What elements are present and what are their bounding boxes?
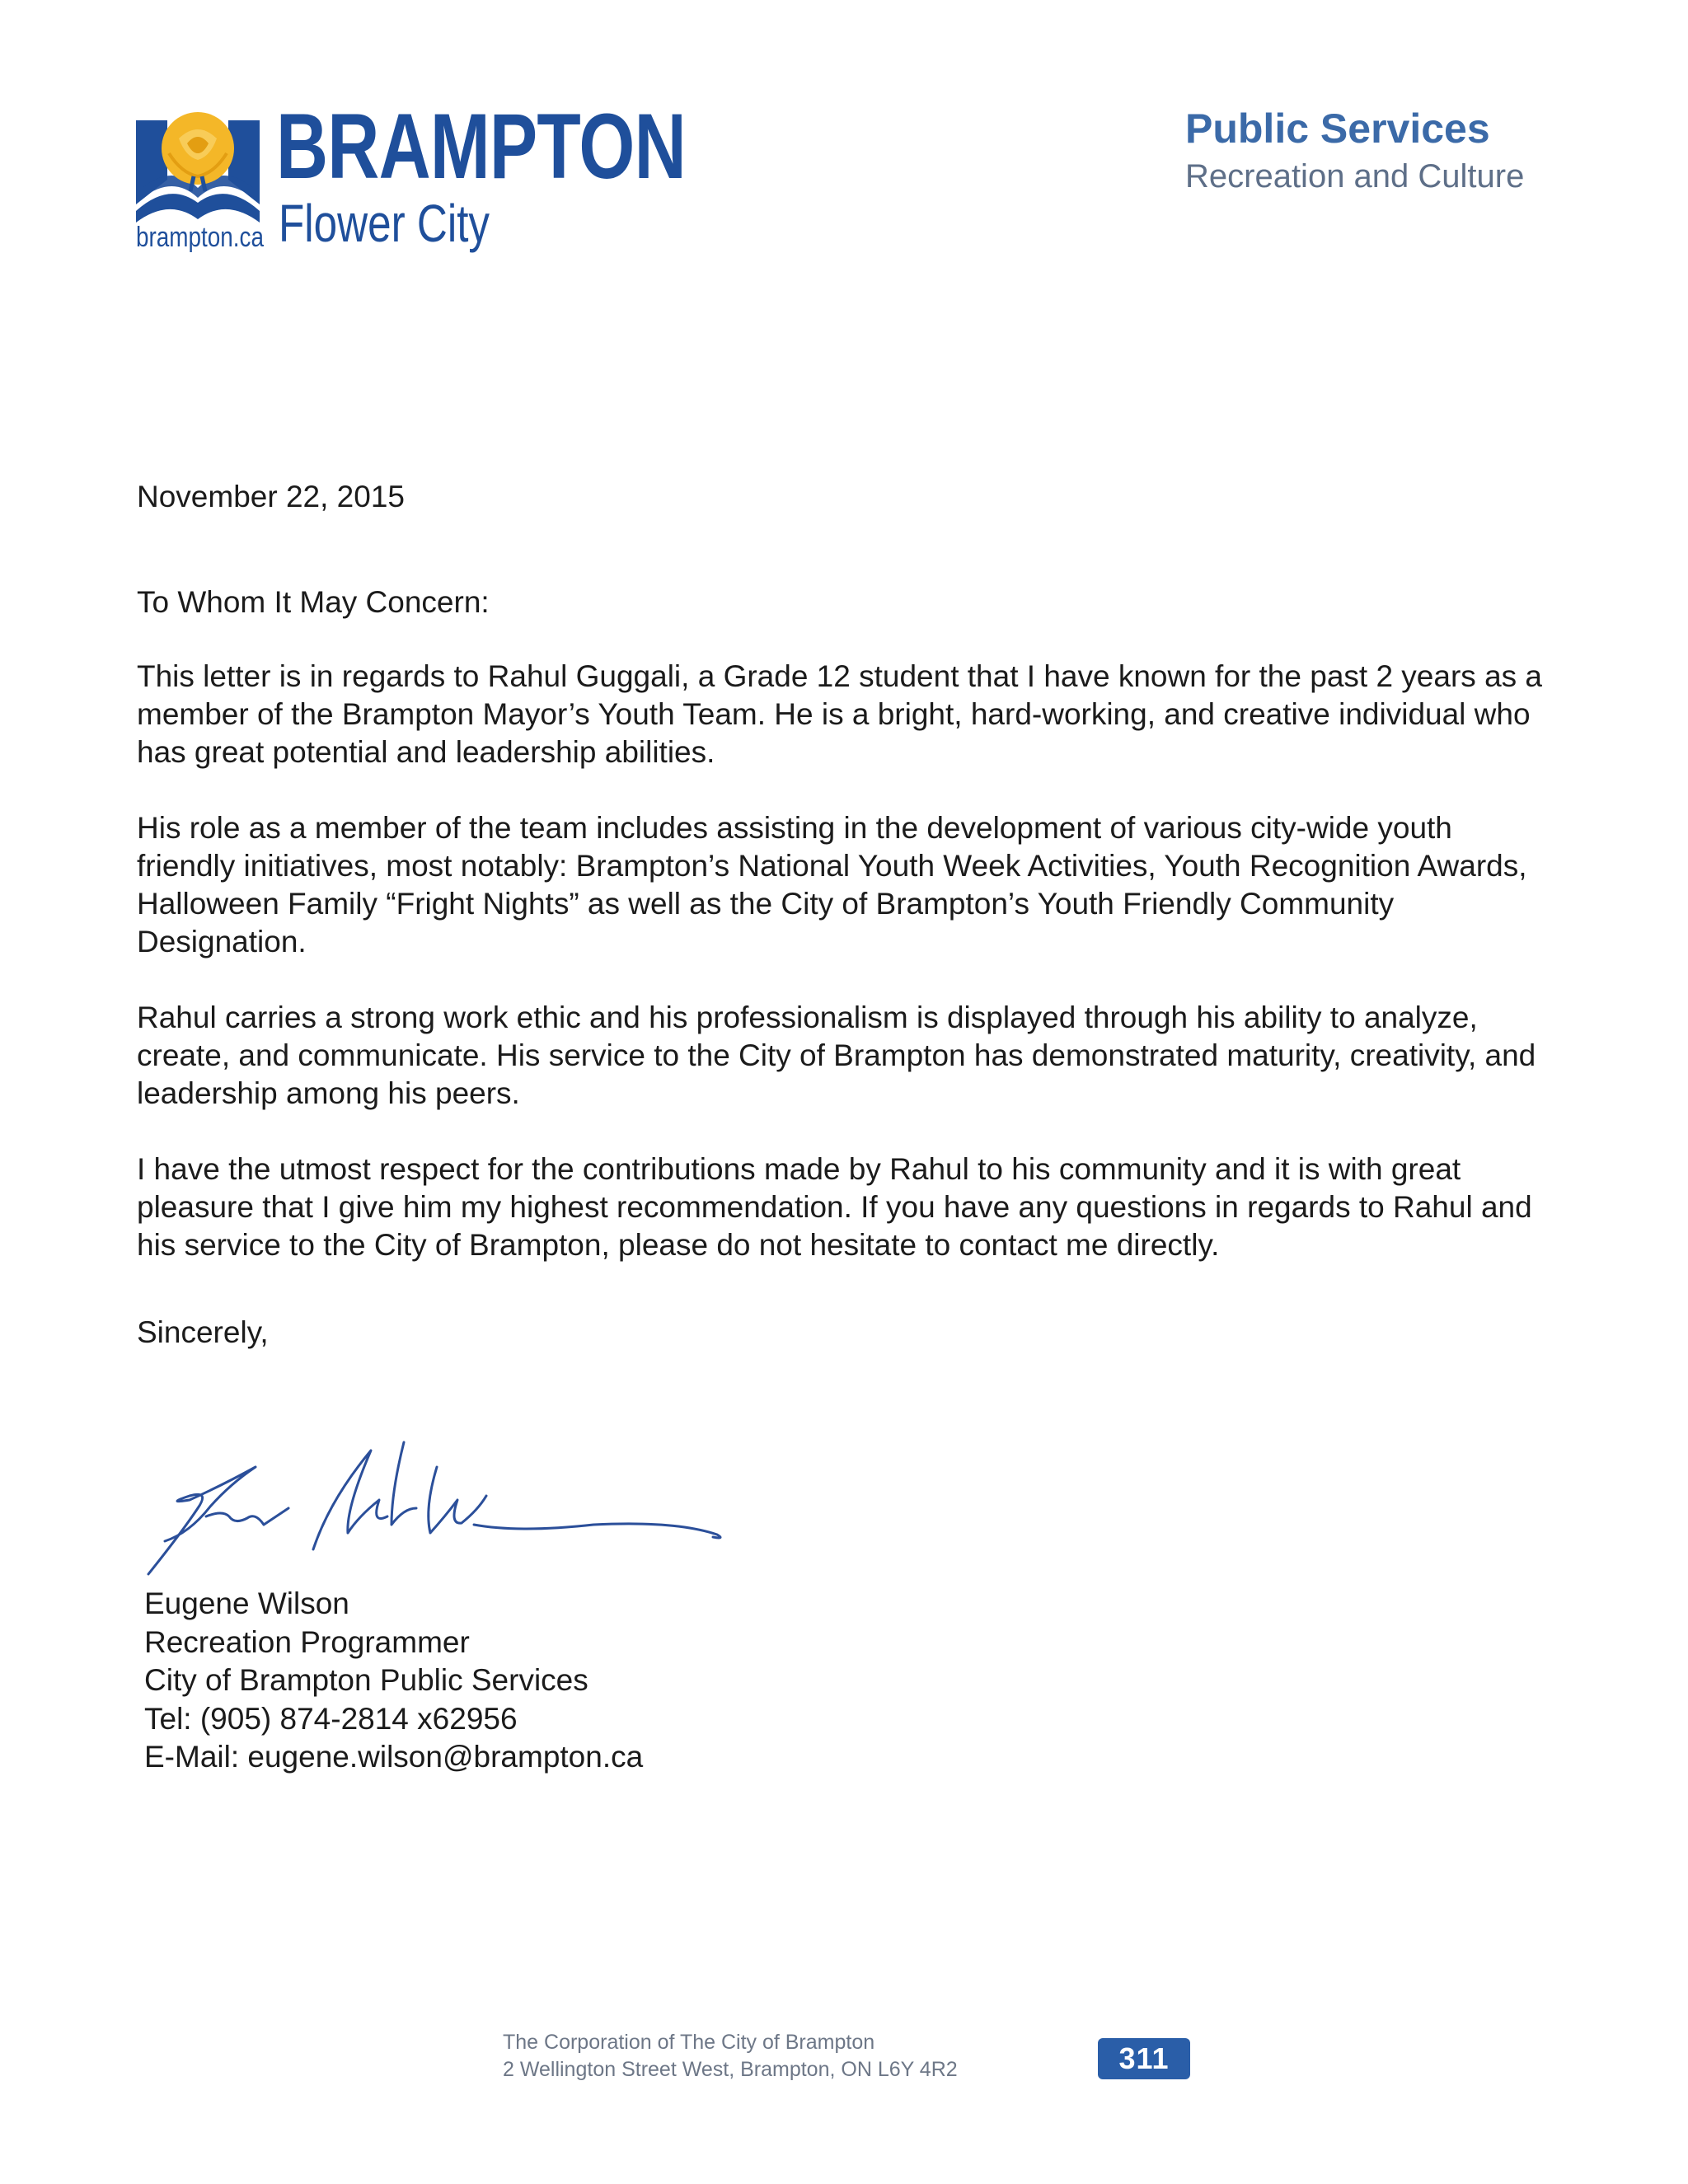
signature-block (144, 1585, 643, 1777)
signer-phone: Tel: (905) 874-2814 x62956 (144, 1701, 518, 1736)
brand-name: BRAMPTON (276, 95, 686, 198)
brand-tagline: Flower City (279, 194, 490, 253)
letter-paragraph: This letter is in regards to Rahul Guggali, a Grade 12 student that I have known for the past 2 years as a member of the Brampton Mayor’s Youth Team. He is a bright, hard-working, and creative individual who has great potential and leadership abilities. (137, 659, 1542, 769)
handwritten-signature (132, 1418, 742, 1582)
signer-organization: City of Brampton Public Services (144, 1663, 588, 1697)
department-heading (1185, 103, 1597, 199)
brampton-flower-logo-icon (136, 105, 260, 229)
letter-paragraph: His role as a member of the team includes assisting in the development of various city-wide youth friendly initiatives, most notably: Brampton’s National Youth Week Activities, Youth Recognition Awards, Halloween Family “Fright Nights” as well as the City of Brampton’s Youth Friendly Community Designation. (137, 811, 1527, 958)
letter-paragraph: Rahul carries a strong work ethic and his professionalism is displayed through his ability to analyze, create, and communicate. His service to the City of Brampton has demonstrated maturity, creativity, and leadership among his peers. (137, 1001, 1536, 1110)
footer-corporation: The Corporation of The City of Brampton (503, 2031, 875, 2054)
letter-closing: Sincerely, (137, 1315, 269, 1349)
letter-body (137, 478, 1554, 1352)
brampton-logo (136, 95, 686, 262)
signer-email: E-Mail: eugene.wilson@brampton.ca (144, 1740, 644, 1774)
letter-paragraph: I have the utmost respect for the contributions made by Rahul to his community and it is with great pleasure that I give him my highest recommendation. If you have any questions in regards to Rahul and his service to the City of Brampton, please do not hesitate to contact me directly. (137, 1152, 1532, 1262)
signer-name: Eugene Wilson (144, 1586, 349, 1620)
signer-title: Recreation Programmer (144, 1624, 470, 1659)
department-title: Public Services (1185, 105, 1490, 152)
letter-salutation: To Whom It May Concern: (137, 585, 490, 619)
311-badge: 311 (1098, 2038, 1190, 2079)
department-subtitle: Recreation and Culture (1185, 158, 1525, 194)
footer-address: 2 Wellington Street West, Brampton, ON L6Y 4R2 (503, 2058, 958, 2081)
brand-site: brampton.ca (136, 222, 264, 253)
footer (503, 2029, 958, 2083)
letter-date: November 22, 2015 (137, 480, 405, 513)
